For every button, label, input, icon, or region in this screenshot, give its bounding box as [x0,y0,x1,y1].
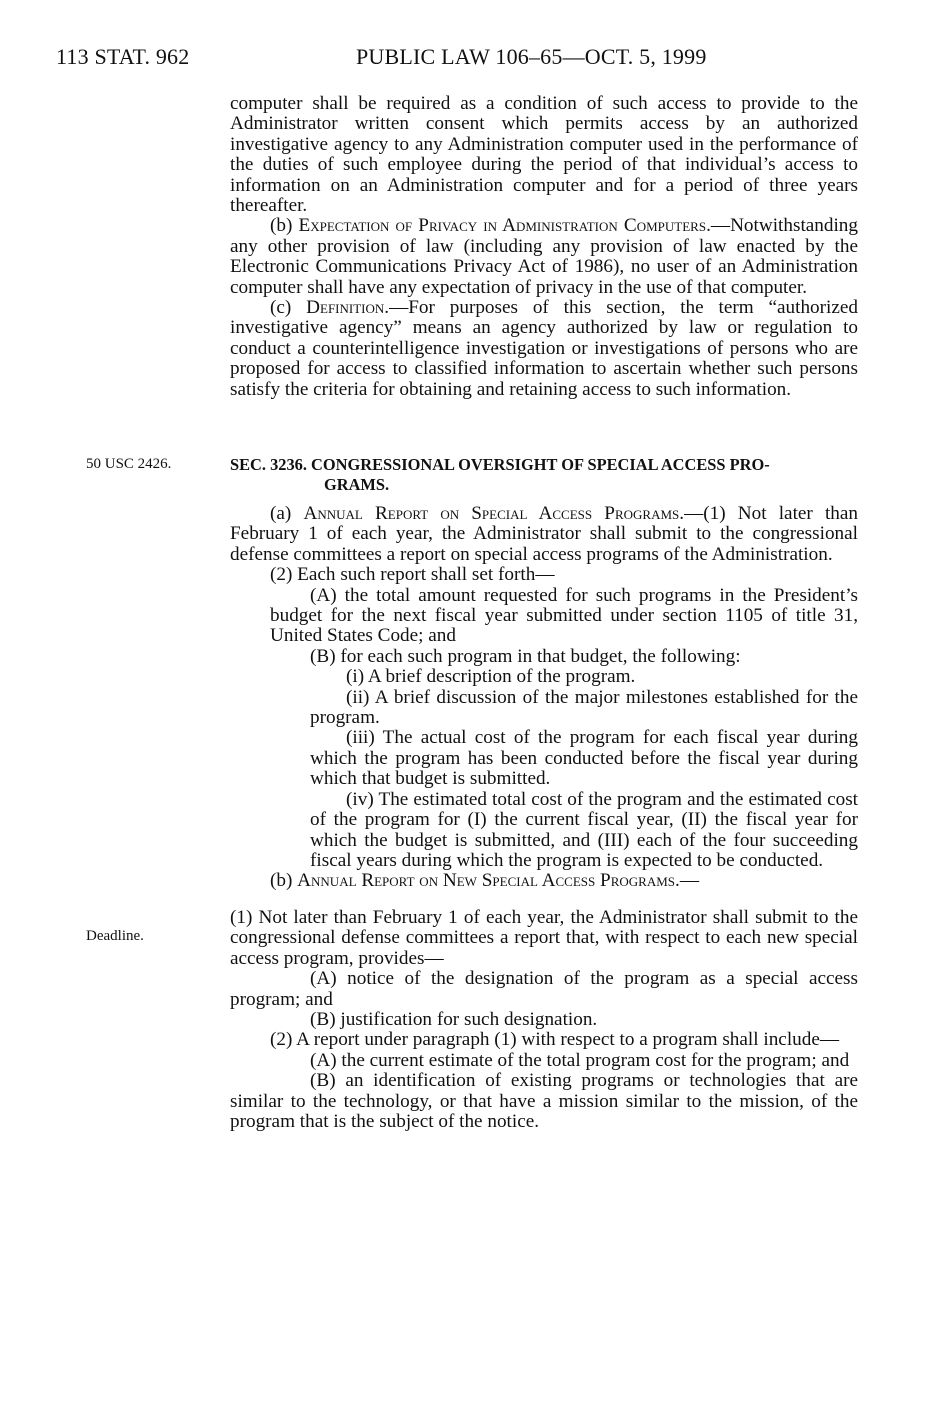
section-heading-line1: SEC. 3236. CONGRESSIONAL OVERSIGHT OF SPECIAL ACCESS PRO- [230,455,770,474]
subsection-a-annual-report [230,504,858,565]
subparagraph-A: (A) the total amount requested for such programs in the President’s budget for the next fiscal year submitted under section 1105 of title 31, United States Code; and [270,584,858,647]
subparagraph-A-estimate: (A) the current estimate of the total program cost for the program; and [310,1049,850,1071]
subparagraph-B-identification: (B) an identification of existing programs or technologies that are similar to the technology, or that have a mission similar to the mission, of the program that is the subject of the notice. [230,1070,858,1133]
subsection-b-privacy [230,216,858,298]
text-block-bottom [230,908,858,1132]
subsection-heading: Annual Report on Special Access Programs. [303,503,685,524]
page-header-public-law: PUBLIC LAW 106–65—OCT. 5, 1999 [356,44,707,69]
subsection-body: —Notwithstanding any other provision of law (including any provision of law enacted by the Electronic Communications Privacy Act of 1986), no user of an Administration computer shall have any expectation of privacy in the use of that computer. [230,215,858,298]
subsection-body: —(1) Not later than February 1 of each year, the Administrator shall submit to the congressional defense committees a report on special access programs of the Administration. [230,503,859,565]
subsection-heading: Annual Report on New Special Access Programs. [297,870,680,892]
subparagraph-A-notice: (A) notice of the designation of the program as a special access program; and [230,968,858,1010]
section-heading [230,455,858,496]
subsection-body: —For purposes of this section, the term “authorized investigative agency” means an agency authorized by law or regulation to conduct a counterintelligence investigation or investigations of persons who are proposed for access to classified information to ascertain whether such persons satisfy the criteria for obtaining and retaining access to such information. [230,297,859,400]
subsection-c-definition [230,298,858,400]
subparagraph-B-justification: (B) justification for such designation. [310,1009,598,1031]
paragraph-2: (2) Each such report shall set forth— [270,564,555,586]
subparagraph-B: (B) for each such program in that budget, the following: [310,645,741,667]
clause-iv: (iv) The estimated total cost of the program and the estimated cost of the program for (I) the current fiscal year, (II) the fiscal year for which the budget is submitted, and (III) each of the four succeeding fiscal years during which the program is expected to be conducted. [310,788,858,871]
clause-ii: (ii) A brief discussion of the major milestones established for the program. [310,686,858,729]
subsection-prefix: (b) [270,215,299,237]
text-block-middle [230,504,858,892]
subsection-prefix: (b) [270,870,298,892]
section-heading-line2: GRAMS. [324,475,390,495]
subsection-b-new-programs: (b) Annual Report on New Special Access Programs.— [270,870,699,892]
margin-note-usc: 50 USC 2426. [86,456,172,472]
subsection-heading: Definition. [306,297,390,319]
text-block-top [230,94,858,400]
paragraph-consent: computer shall be required as a condition of such access to provide to the Administrator written consent which permits access by an authorized investigative agency to any Administration computer used in the performance of the duties of such employee during the period of that individual’s access to information on an Administration computer and for a period of three years thereafter. [230,93,858,217]
subsection-prefix: (a) [270,503,304,524]
subsection-heading: Expectation of Privacy in Administration Computers. [298,215,711,237]
paragraph-1-new: (1) Not later than February 1 of each year, the Administrator shall submit to the congressional defense committees a report that, with respect to each new special access program, provides— [230,907,858,969]
clause-i: (i) A brief description of the program. [346,666,636,688]
clause-iii: (iii) The actual cost of the program for each fiscal year during which the program has been conducted before the fiscal year during which that budget is submitted. [310,727,858,790]
subsection-prefix: (c) [270,297,307,319]
paragraph-2-report: (2) A report under paragraph (1) with respect to a program shall include— [270,1029,840,1051]
page-header-statute: 113 STAT. 962 [56,44,190,69]
margin-note-deadline: Deadline. [86,928,144,944]
